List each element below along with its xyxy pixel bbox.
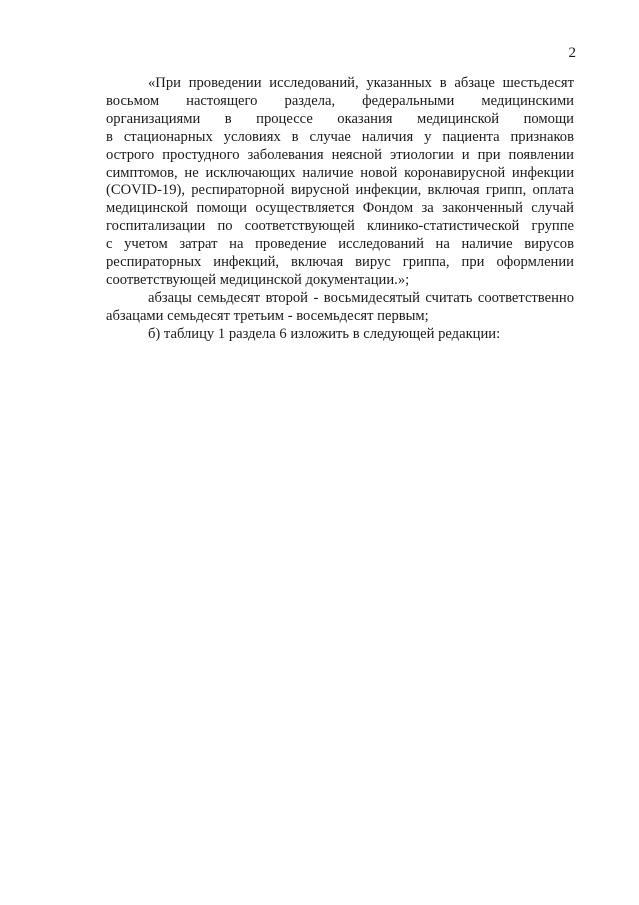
text-line: в стационарных условиях в случае наличия у пациента признаков: [106, 128, 574, 145]
text-line: б) таблицу 1 раздела 6 изложить в следующей редакции:: [148, 325, 501, 342]
text-line: медицинской помощи осуществляется Фондом за законченный случай: [106, 200, 574, 217]
text-line: с учетом затрат на проведение исследований на наличие вирусов: [106, 236, 574, 253]
text-line: абзацами семьдесят третьим - восемьдесят первым;: [106, 307, 429, 324]
paragraph-table-instruction: [106, 326, 574, 344]
text-line: «При проведении исследований, указанных в абзаце шестьдесят: [148, 75, 574, 91]
page-number: 2: [568, 45, 576, 61]
text-line: госпитализации по соответствующей клинико-статистической группе: [106, 218, 574, 235]
text-line: острого простудного заболевания неясной этиологии и при появлении: [106, 146, 574, 163]
text-line: соответствующей медицинской документации.»;: [106, 271, 410, 288]
paragraph-amendment-quote: [106, 75, 574, 290]
document-body: [106, 75, 574, 344]
text-line: восьмом настоящего раздела, федеральными медицинскими: [106, 92, 574, 109]
text-line: абзацы семьдесят второй - восьмидесятый считать соответственно: [148, 289, 574, 306]
text-line: респираторных инфекций, включая вирус гриппа, при оформлении: [106, 254, 574, 271]
text-line: организациями в процессе оказания медицинской помощи: [106, 110, 574, 127]
text-line: (COVID-19), респираторной вирусной инфекции, включая грипп, оплата: [106, 182, 574, 199]
paragraph-renumbering: [106, 290, 574, 326]
text-line: симптомов, не исключающих наличие новой коронавирусной инфекции: [106, 164, 574, 181]
